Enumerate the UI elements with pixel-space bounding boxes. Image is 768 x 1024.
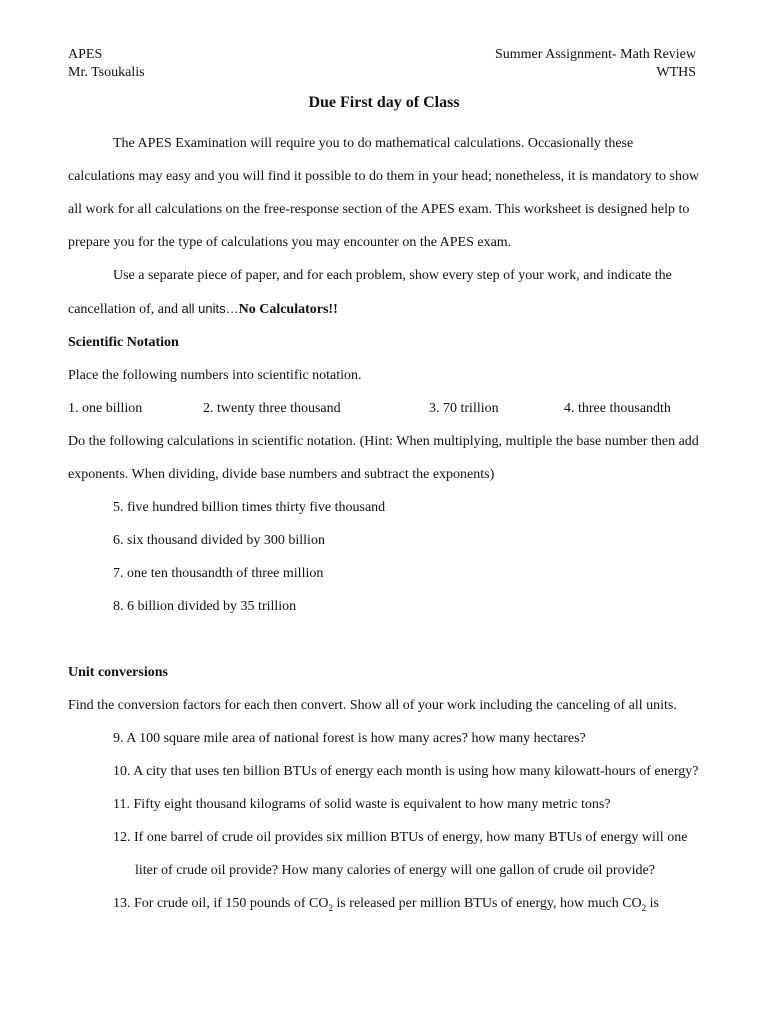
unit-problem: 11. Fifty eight thousand kilograms of solid waste is equivalent to how many metric tons? [113, 797, 611, 812]
calc-instruction: Do the following calculations in scientific notation. (Hint: When multiplying, multiple the base number then add exponents. When dividing, divide base numbers and subtract the exponents) [68, 434, 699, 482]
sci-problem: 6. six thousand divided by 300 billion [113, 533, 325, 548]
worksheet-body [68, 127, 700, 920]
unit-problem: 9. A 100 square mile area of national forest is how many acres? how many hectares? [113, 731, 586, 746]
instructions-paragraph [68, 259, 700, 326]
p13-text-c: is [646, 896, 659, 911]
scientific-notation-heading: Scientific Notation [68, 335, 179, 350]
no-calculators-text: No Calculators!! [238, 302, 338, 317]
school-name: WTHS [656, 65, 696, 80]
unit-problem: 10. A city that uses ten billion BTUs of energy each month is using how many kilowatt-hours of energy? [113, 764, 699, 779]
instructions-text: Use a separate piece of paper, and for each problem, show every step of your work, and indicate the cancellation of, and [68, 268, 672, 317]
all-units-text: all units… [181, 301, 239, 316]
p13-text-a: 13. For crude oil, if 150 pounds of CO [113, 896, 329, 911]
page-title: Due First day of Class [308, 94, 460, 111]
sci-problem: 5. five hundred billion times thirty five thousand [113, 500, 386, 515]
section-spacer [68, 623, 700, 656]
teacher-name: Mr. Tsoukalis [68, 65, 145, 80]
sci-number-item: 4. three thousandth [564, 401, 671, 416]
intro-paragraph: The APES Examination will require you to do mathematical calculations. Occasionally these calculations may easy and you will find it possible to do them in your head; nonetheless, it is mandatory to show all work for all calculations on the free-response section of the APES exam. This worksheet is designed help to prepare you for the type of calculations you may encounter on the APES exam. [68, 136, 700, 250]
header-left [68, 46, 145, 82]
scientific-numbers-row [68, 392, 700, 425]
sci-number-item: 3. 70 trillion [429, 401, 499, 416]
course-name: APES [68, 47, 103, 62]
p13-subscript-2: 2 [641, 902, 647, 913]
p13-text-b: is released per million BTUs of energy, how much CO [332, 896, 642, 911]
unit-instruction: Find the conversion factors for each then convert. Show all of your work including the canceling of all units. [68, 698, 677, 713]
unit-problem-continuation: liter of crude oil provide? How many calories of energy will one gallon of crude oil provide? [135, 863, 655, 878]
sci-problem: 7. one ten thousandth of three million [113, 566, 324, 581]
header-right [495, 46, 696, 82]
unit-conversions-heading: Unit conversions [68, 665, 168, 680]
sci-problem: 8. 6 billion divided by 35 trillion [113, 599, 297, 614]
unit-problem [68, 887, 700, 920]
sci-number-item: 1. one billion [68, 401, 143, 416]
p13-subscript-1: 2 [328, 902, 333, 913]
scientific-instruction: Place the following numbers into scientific notation. [68, 368, 362, 383]
sci-number-item: 2. twenty three thousand [203, 401, 341, 416]
unit-problem: 12. If one barrel of crude oil provides six million BTUs of energy, how many BTUs of energy will one [113, 830, 688, 845]
assignment-name: Summer Assignment- Math Review [494, 47, 696, 62]
